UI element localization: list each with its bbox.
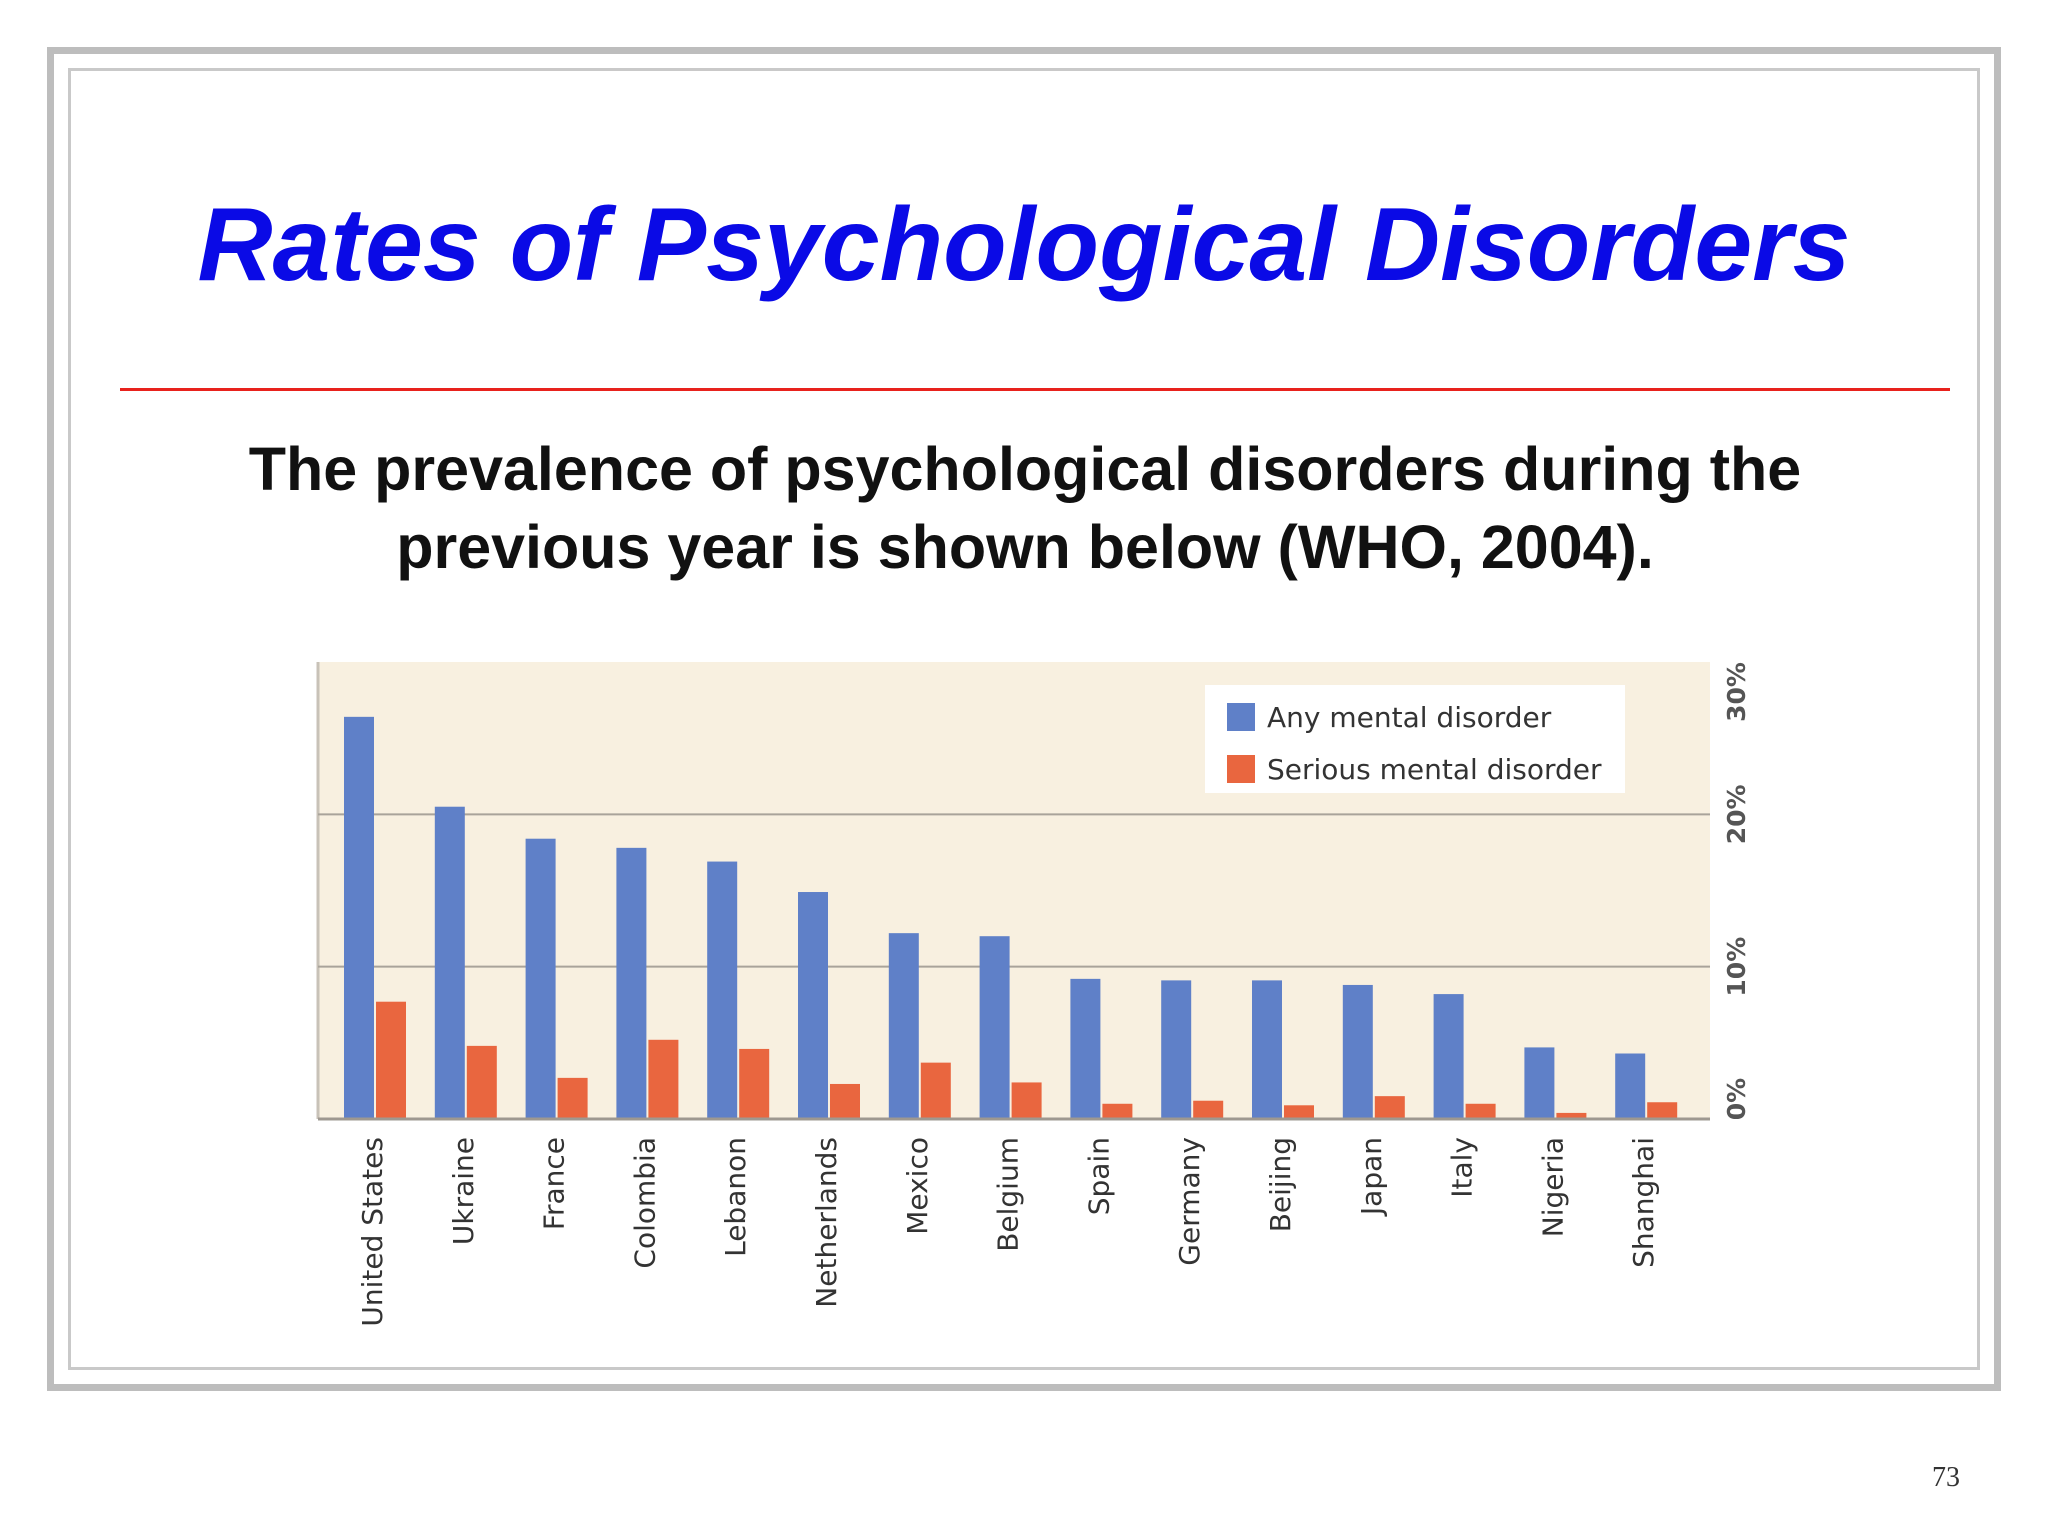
x-category-label: Beijing	[1264, 1137, 1297, 1233]
bar-any-mental-disorder	[1252, 980, 1282, 1119]
slide-title: Rates of Psychological Disorders	[197, 187, 1851, 303]
x-category-label: Belgium	[991, 1137, 1025, 1252]
x-category-label: Lebanon	[719, 1137, 753, 1257]
bar-serious-mental-disorder	[1012, 1082, 1042, 1119]
bar-serious-mental-disorder	[1375, 1096, 1405, 1119]
bar-any-mental-disorder	[798, 892, 828, 1119]
x-category-label: Nigeria	[1536, 1137, 1570, 1238]
y-tick-label: 20%	[1722, 784, 1751, 845]
bar-any-mental-disorder	[616, 848, 646, 1119]
legend-label: Serious mental disorder	[1267, 753, 1602, 786]
bar-any-mental-disorder	[1524, 1047, 1554, 1119]
x-category-label: Spain	[1082, 1137, 1116, 1216]
slide-subtitle	[100, 430, 1950, 586]
y-tick-label: 30%	[1722, 662, 1751, 722]
bar-any-mental-disorder	[526, 839, 556, 1119]
legend-swatch	[1227, 703, 1255, 731]
x-category-label: Italy	[1445, 1137, 1479, 1198]
bar-any-mental-disorder	[1161, 980, 1191, 1119]
bar-serious-mental-disorder	[921, 1063, 951, 1119]
bar-any-mental-disorder	[1615, 1053, 1645, 1119]
bar-any-mental-disorder	[1434, 994, 1464, 1119]
bar-any-mental-disorder	[707, 862, 737, 1119]
bar-any-mental-disorder	[980, 936, 1010, 1119]
y-tick-label: 0%	[1722, 1077, 1751, 1121]
x-category-label: Japan	[1354, 1137, 1388, 1216]
legend-swatch	[1227, 755, 1255, 783]
x-category-label: Netherlands	[810, 1137, 843, 1308]
bar-serious-mental-disorder	[467, 1046, 497, 1119]
bar-serious-mental-disorder	[1284, 1105, 1314, 1119]
bar-serious-mental-disorder	[830, 1084, 860, 1119]
prevalence-bar-chart	[300, 620, 1780, 1360]
bar-serious-mental-disorder	[739, 1049, 769, 1119]
x-category-label: Shanghai	[1627, 1137, 1661, 1268]
bar-any-mental-disorder	[1070, 979, 1100, 1119]
x-category-label: Germany	[1173, 1137, 1207, 1266]
bar-any-mental-disorder	[435, 807, 465, 1119]
x-category-label: United States	[356, 1137, 389, 1327]
x-category-label: Colombia	[628, 1137, 662, 1269]
subtitle-line-2: previous year is shown below (WHO, 2004).	[396, 513, 1654, 581]
subtitle-line-1: The prevalence of psychological disorders during the	[248, 435, 1802, 503]
bar-serious-mental-disorder	[1466, 1104, 1496, 1119]
title-divider	[120, 388, 1950, 391]
bar-serious-mental-disorder	[1647, 1102, 1677, 1119]
x-category-label: France	[537, 1137, 571, 1231]
bar-serious-mental-disorder	[648, 1040, 678, 1119]
x-category-label: Mexico	[900, 1137, 934, 1235]
bar-serious-mental-disorder	[558, 1078, 588, 1119]
y-tick-label: 10%	[1722, 936, 1751, 997]
legend-label: Any mental disorder	[1267, 701, 1552, 734]
bar-serious-mental-disorder	[1193, 1101, 1223, 1119]
page-number: 73	[1932, 1462, 1960, 1493]
bar-any-mental-disorder	[889, 933, 919, 1119]
bar-serious-mental-disorder	[1102, 1104, 1132, 1119]
bar-any-mental-disorder	[1343, 985, 1373, 1119]
bar-any-mental-disorder	[344, 717, 374, 1119]
x-category-label: Ukraine	[446, 1137, 480, 1246]
bar-serious-mental-disorder	[376, 1002, 406, 1119]
